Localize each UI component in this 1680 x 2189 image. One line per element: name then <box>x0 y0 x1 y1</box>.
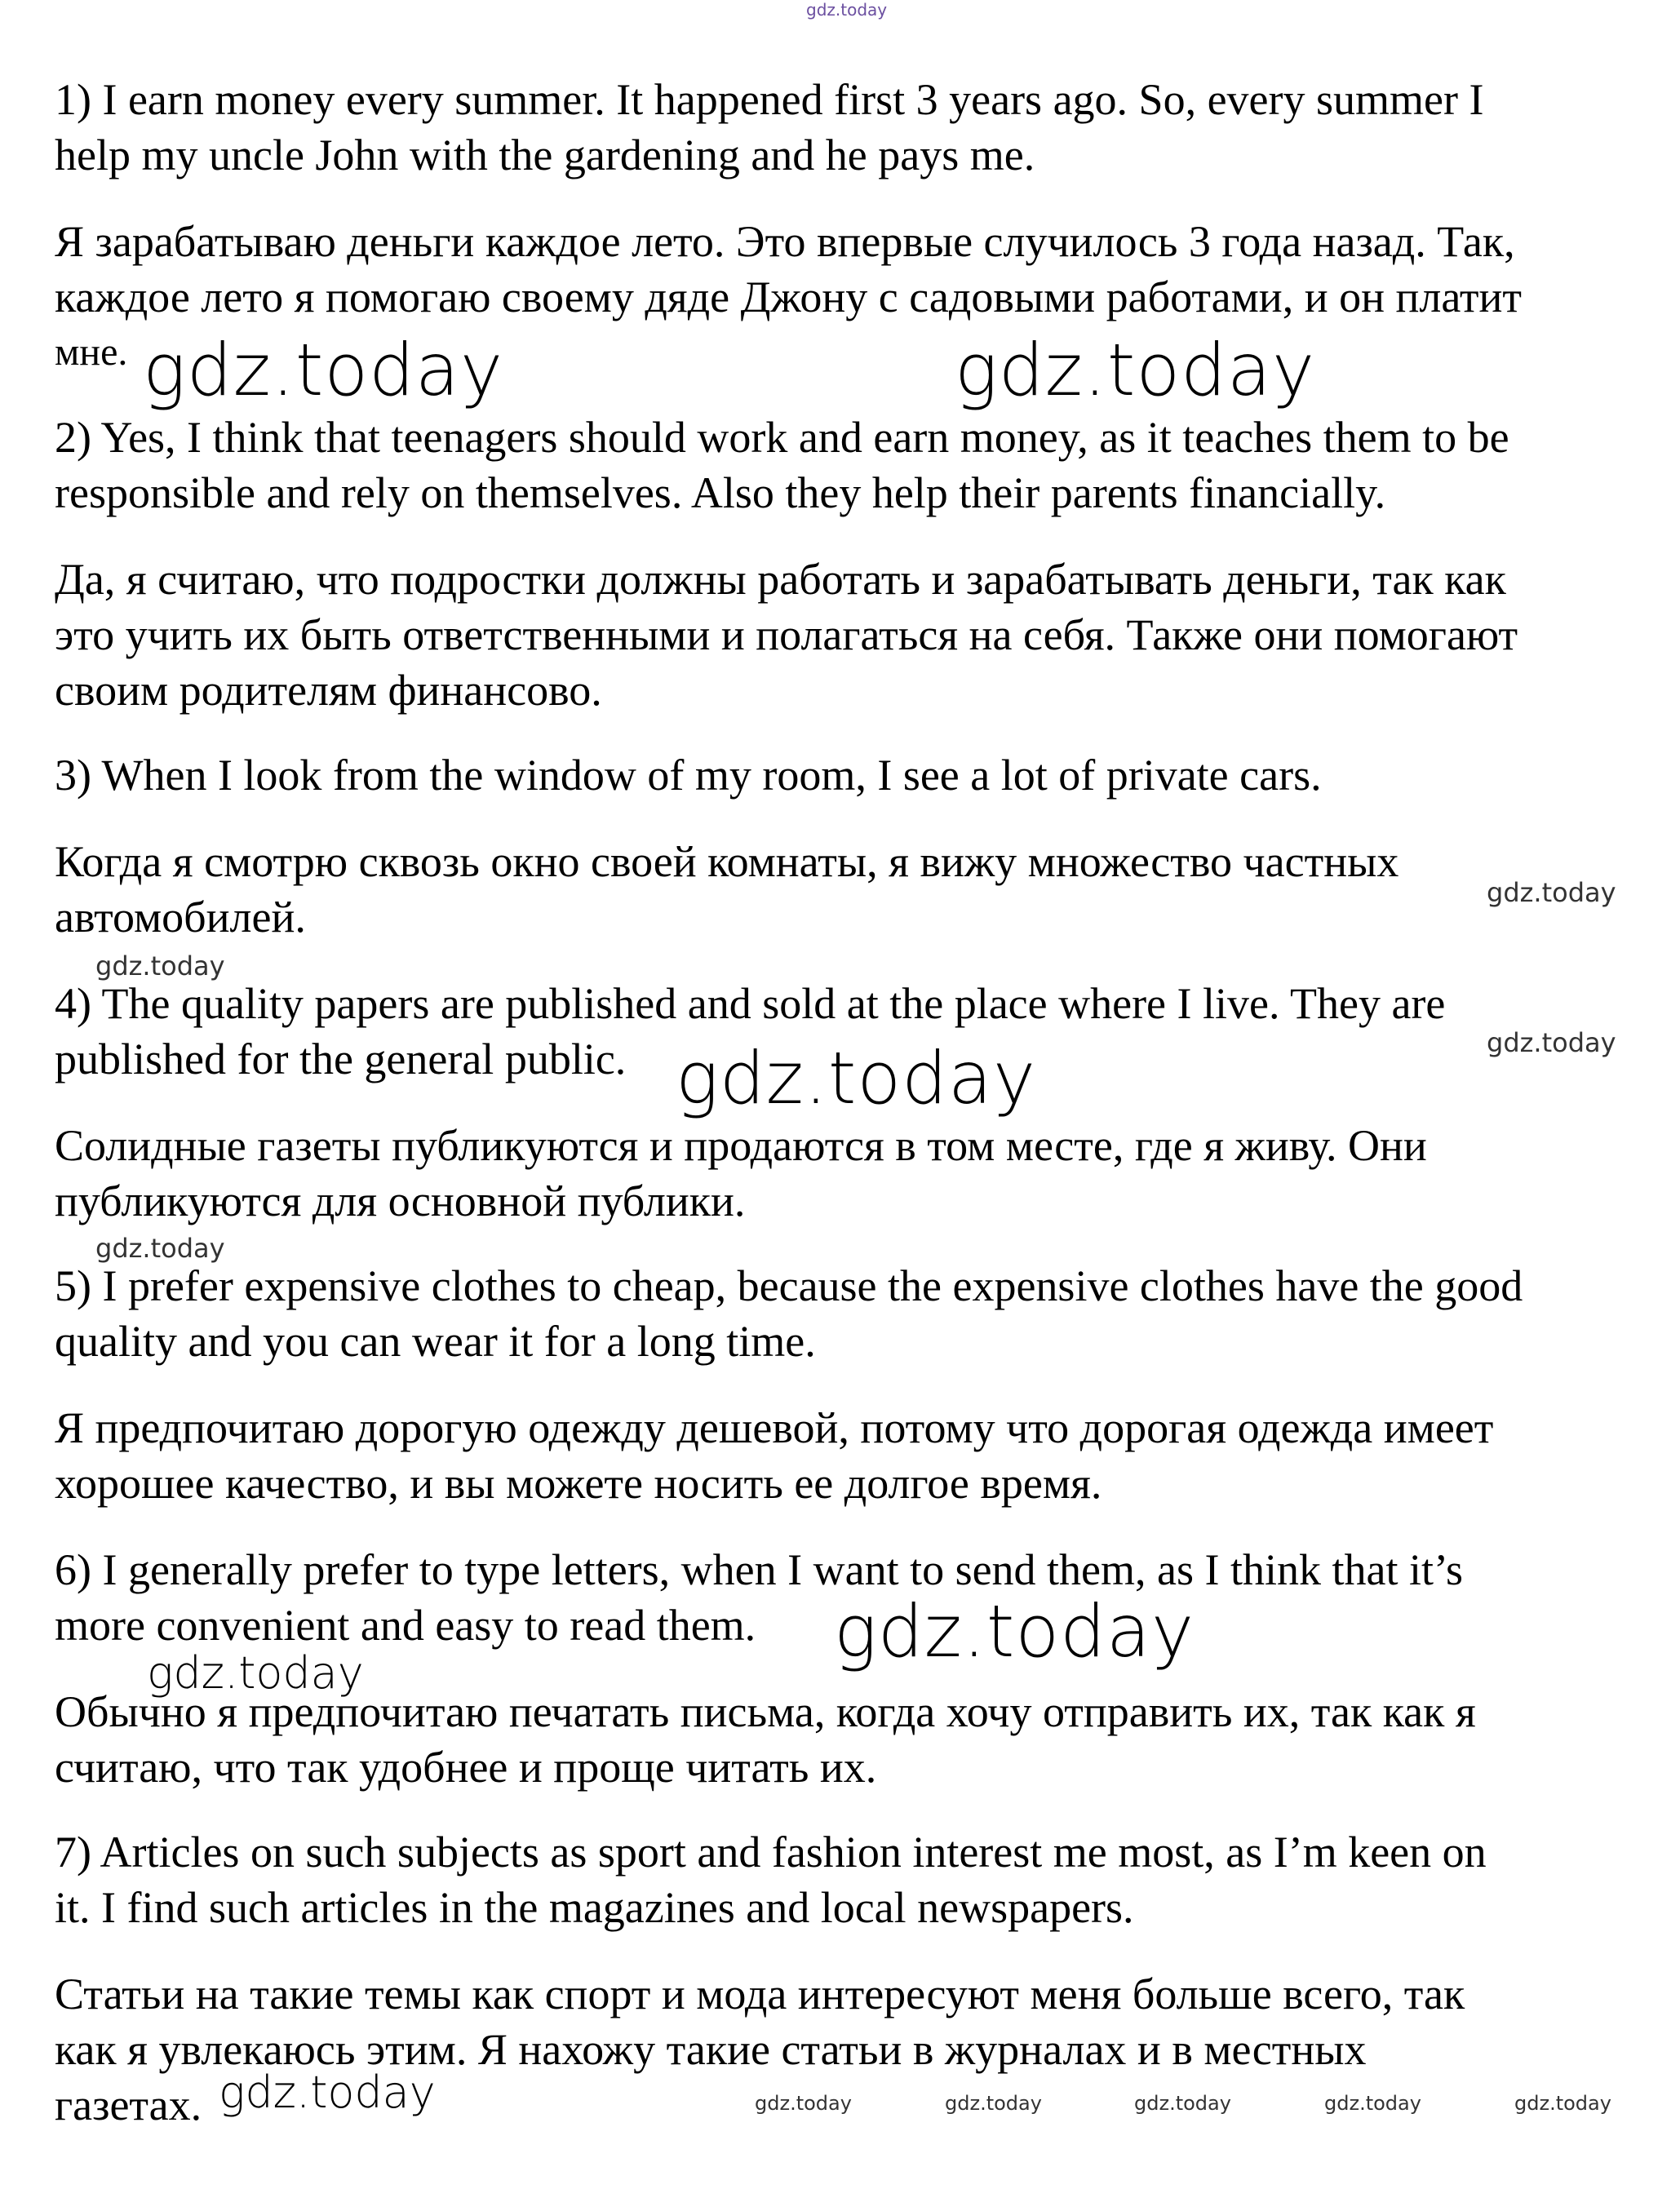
text-line: каждое лето я помогаю своему дяде Джону с садовыми работами, и он платит <box>55 273 1523 321</box>
text-line: help my uncle John with the gardening and he pays me. <box>55 131 1035 179</box>
text-line: 1) I earn money every summer. It happened first 3 years ago. So, every summer I <box>55 75 1484 124</box>
watermark: gdz.today <box>834 1589 1195 1673</box>
watermark: gdz.today <box>219 2067 436 2118</box>
watermark: gdz.today <box>95 1233 225 1264</box>
text-line: quality and you can wear it for a long time. <box>55 1317 816 1366</box>
text-line: Статьи на такие темы как спорт и мода интересуют меня больше всего, так <box>55 1970 1465 2018</box>
answer-6-russian <box>55 1684 1670 1795</box>
text-line: it. I find such articles in the magazines and local newspapers. <box>55 1883 1134 1932</box>
text-line: Я предпочитаю дорогую одежду дешевой, потому что дорогая одежда имеет <box>55 1403 1494 1452</box>
text-line: своим родителям финансово. <box>55 666 602 715</box>
answer-1-english <box>55 72 1670 183</box>
watermark: gdz.today <box>955 328 1316 412</box>
answer-3-english <box>55 747 1670 803</box>
answer-3-russian <box>55 834 1670 945</box>
watermark: gdz.today <box>755 2092 852 2115</box>
answer-4-russian <box>55 1118 1670 1229</box>
text-line: это учить их быть ответственными и полагаться на себя. Также они помогают <box>55 610 1518 659</box>
answer-2-russian <box>55 552 1670 718</box>
answer-5-russian <box>55 1400 1670 1511</box>
watermark: gdz.today <box>1324 2092 1421 2115</box>
watermark: gdz.today <box>676 1036 1037 1120</box>
watermark: gdz.today <box>1134 2092 1231 2115</box>
text-line: автомобилей. <box>55 893 306 942</box>
watermark: gdz.today <box>1487 1027 1616 1058</box>
text-line: responsible and rely on themselves. Also they help their parents financially. <box>55 468 1386 517</box>
text-line: как я увлекаюсь этим. Я нахожу такие статьи в журналах и в местных <box>55 2025 1367 2074</box>
watermark: gdz.today <box>147 1647 364 1699</box>
text-line: 4) The quality papers are published and sold at the place where I live. They are <box>55 979 1446 1028</box>
text-line: Я зарабатываю деньги каждое лето. Это впервые случилось 3 года назад. Так, <box>55 217 1515 266</box>
text-line: 6) I generally prefer to type letters, when I want to send them, as I think that it’s <box>55 1545 1463 1594</box>
watermark: gdz.today <box>1487 877 1616 908</box>
answer-5-english <box>55 1258 1670 1369</box>
answer-7-english <box>55 1824 1670 1935</box>
text-line: published for the general public. <box>55 1035 627 1083</box>
text-line: more convenient and easy to read them. <box>55 1601 756 1650</box>
text-line: публикуются для основной публики. <box>55 1176 746 1225</box>
watermark: gdz.today <box>945 2092 1042 2115</box>
text-line: газетах. <box>55 2080 202 2129</box>
text-line: Когда я смотрю сквозь окно своей комнаты, я вижу множество частных <box>55 837 1399 886</box>
text-line: мне. <box>55 330 128 374</box>
text-line: считаю, что так удобнее и проще читать их. <box>55 1743 877 1792</box>
text-line: 2) Yes, I think that teenagers should work and earn money, as it teaches them to be <box>55 413 1509 462</box>
watermark: gdz.today <box>95 950 225 982</box>
header-watermark: gdz.today <box>806 0 888 20</box>
text-line: Солидные газеты публикуются и продаются в том месте, где я живу. Они <box>55 1121 1427 1170</box>
text-line: 3) When I look from the window of my room, I see a lot of private cars. <box>55 751 1322 800</box>
answer-2-english <box>55 410 1670 521</box>
watermark: gdz.today <box>143 328 504 412</box>
text-line: 7) Articles on such subjects as sport and fashion interest me most, as I’m keen on <box>55 1828 1487 1877</box>
text-line: Обычно я предпочитаю печатать письма, когда хочу отправить их, так как я <box>55 1687 1476 1736</box>
text-line: 5) I prefer expensive clothes to cheap, because the expensive clothes have the good <box>55 1261 1523 1310</box>
text-line: хорошее качество, и вы можете носить ее долгое время. <box>55 1459 1102 1508</box>
text-line: Да, я считаю, что подростки должны работать и зарабатывать деньги, так как <box>55 555 1506 604</box>
watermark: gdz.today <box>1514 2092 1611 2115</box>
